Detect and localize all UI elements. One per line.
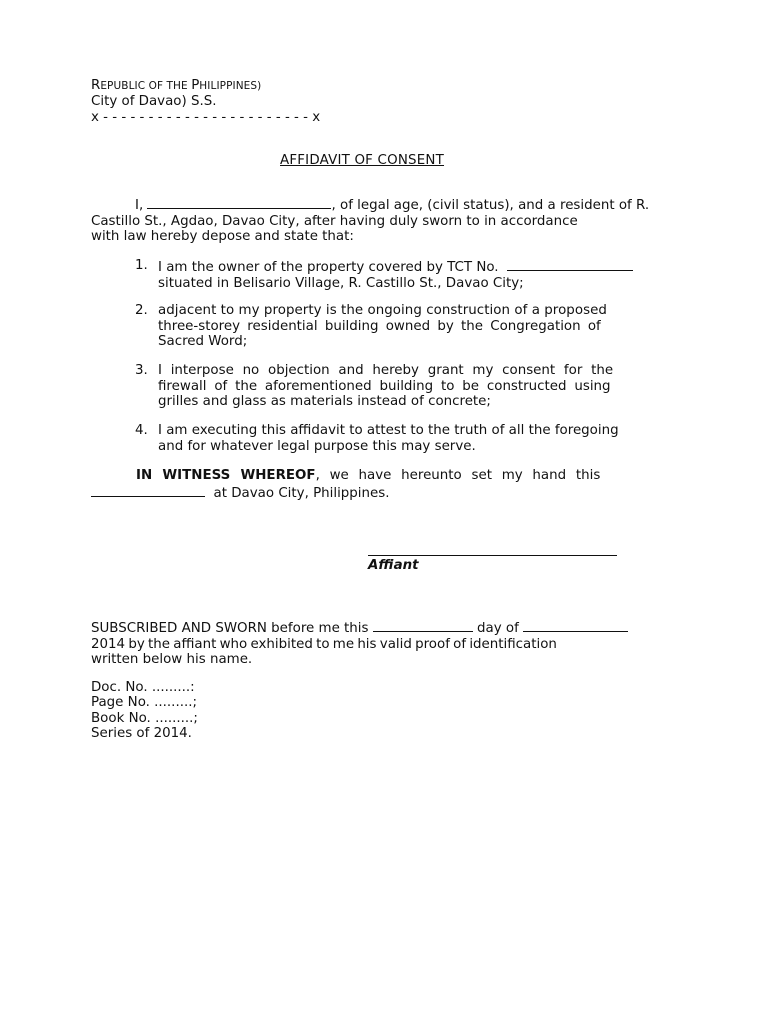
jurat-line1-b: day of <box>477 621 519 636</box>
item-line: three-storey residential building owned by the Congregation of <box>158 318 601 334</box>
affiant-label: Affiant <box>368 558 419 573</box>
intro-line-2: Castillo St., Agdao, Davao City, after having duly sworn to in accordance <box>91 213 578 229</box>
witness-line-1 <box>91 468 677 484</box>
document-title: AFFIDAVIT OF CONSENT <box>280 153 445 168</box>
intro-paragraph <box>91 196 677 245</box>
item-line: and for whatever legal purpose this may serve. <box>158 438 476 454</box>
jurat-paragraph <box>91 619 677 668</box>
republic-heading <box>91 78 261 95</box>
item-body <box>158 258 677 291</box>
jurat-line-1 <box>91 619 677 637</box>
jurat-line1-a: SUBSCRIBED AND SWORN before me this <box>91 621 369 636</box>
item-line: situated in Belisario Village, R. Castillo St., Davao City; <box>158 275 524 291</box>
city-line: City of Davao) S.S. <box>91 94 217 109</box>
witness-line-2 <box>91 484 677 502</box>
item-number: 3. <box>135 363 148 378</box>
republic-cap-p: P <box>191 78 200 93</box>
item-number: 4. <box>135 423 148 438</box>
intro-line1-rest: , of legal age, (civil status), and a resident of R. <box>331 198 650 213</box>
witness-paragraph <box>91 468 677 501</box>
date-blank <box>91 484 205 497</box>
day-blank <box>373 619 473 632</box>
jurat-line-2: 2014 by the affiant who exhibited to me his valid proof of identification <box>91 636 557 652</box>
item-body <box>158 363 677 410</box>
item-number: 1. <box>135 258 148 273</box>
item-line: grilles and glass as materials instead of concrete; <box>158 394 491 409</box>
book-no: Book No. .........; <box>91 711 198 726</box>
witness-line1-rest: , we have hereunto set my hand this <box>315 468 601 483</box>
intro-line-1 <box>91 196 677 214</box>
tct-blank <box>507 258 633 271</box>
item-body <box>158 423 677 454</box>
name-blank <box>147 196 331 209</box>
doc-no: Doc. No. .........: <box>91 680 195 695</box>
item-line: Sacred Word; <box>158 334 248 349</box>
republic-rest2: HILIPPINES) <box>199 80 262 92</box>
intro-i: I, <box>135 198 144 213</box>
witness-line2-rest: at Davao City, Philippines. <box>213 485 390 501</box>
item-line: adjacent to my property is the ongoing construction of a proposed <box>158 303 607 318</box>
page-no: Page No. .........; <box>91 695 197 710</box>
witness-bold: IN WITNESS WHEREOF <box>136 468 316 483</box>
item-line: I am the owner of the property covered by TCT No. <box>158 258 677 276</box>
item-number: 2. <box>135 303 148 318</box>
republic-rest: EPUBLIC OF THE <box>100 80 192 92</box>
item-body <box>158 303 677 350</box>
republic-cap-r: R <box>91 78 101 93</box>
jurat-line-3: written below his name. <box>91 652 253 667</box>
item-line: firewall of the aforementioned building to be constructed using <box>158 378 611 394</box>
month-blank <box>523 619 628 632</box>
item-line: I am executing this affidavit to attest to the truth of all the foregoing <box>158 423 619 438</box>
header-separator: x - - - - - - - - - - - - - - - - - - - - - - - x <box>91 110 321 125</box>
signature-line <box>368 555 617 556</box>
item-line: I interpose no objection and hereby grant my consent for the <box>158 363 614 378</box>
series-of: Series of 2014. <box>91 726 192 741</box>
intro-line-3: with law hereby depose and state that: <box>91 229 354 244</box>
